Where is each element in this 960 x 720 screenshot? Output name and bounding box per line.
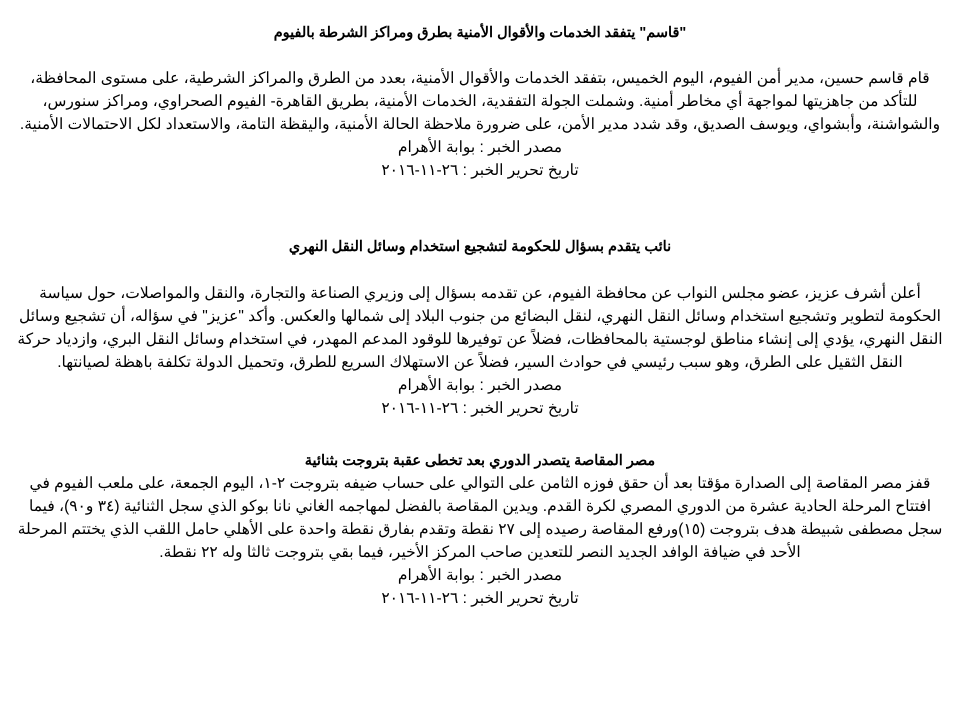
news-article bbox=[12, 450, 948, 610]
article-date: تاريخ تحرير الخبر : ٢٦-١١-٢٠١٦ bbox=[381, 400, 579, 417]
article-date: تاريخ تحرير الخبر : ٢٦-١١-٢٠١٦ bbox=[381, 590, 579, 607]
article-headline: نائب يتقدم بسؤال للحكومة لتشجيع استخدام وسائل النقل النهري bbox=[288, 239, 672, 255]
news-article bbox=[12, 22, 948, 182]
article-source: مصدر الخبر : بوابة الأهرام bbox=[397, 377, 563, 394]
article-source: مصدر الخبر : بوابة الأهرام bbox=[397, 567, 563, 584]
article-headline: مصر المقاصة يتصدر الدوري بعد تخطى عقبة بتروجت بثنائية bbox=[304, 453, 656, 469]
article-source: مصدر الخبر : بوابة الأهرام bbox=[397, 139, 563, 156]
article-body: قفز مصر المقاصة إلى الصدارة مؤقتا بعد أن حقق فوزه الثامن على التوالي على حساب ضيفه بتروجت ٢-١، اليوم الجمعة، على ملعب الفيوم في افتتاح المرحلة الحادية عشرة من الدوري المصري لكرة القدم. ويدين المقاصة بالفضل لمهاجمه الغاني نانا بوكو الذي سجل الثنائية (٣٤ و٩٠)، فيما سجل مصطفى شبيطة هدف بتروجت (١٥)ورفع المقاصة رصيده إلى ٢٧ نقطة وتقدم بفارق نقطة واحدة على الأهلي حامل اللقب الذي يختتم المرحلة الأحد في ضيافة الوافد الجديد النصر للتعدين صاحب المركز الأخير، فيما بقي بتروجت ثالثا وله ٢٢ نقطة. bbox=[17, 475, 943, 561]
news-article bbox=[12, 236, 948, 420]
article-headline: "قاسم" يتفقد الخدمات والأقوال الأمنية بطرق ومراكز الشرطة بالفيوم bbox=[273, 25, 687, 41]
article-date: تاريخ تحرير الخبر : ٢٦-١١-٢٠١٦ bbox=[381, 162, 579, 179]
article-body: قام قاسم حسين، مدير أمن الفيوم، اليوم الخميس، بتفقد الخدمات والأقوال الأمنية، بعدد من الطرق والمراكز الشرطية، على مستوى المحافظة، للتأكد من جاهزيتها لمواجهة أي مخاطر أمنية. وشملت الجولة التفقدية، الخدمات الأمنية، بطريق القاهرة- الفيوم الصحراوي، ومراكز سنورس، والشواشنة، وأبشواي، ويوسف الصديق، وقد شدد مدير الأمن، على ضرورة ملاحظة الحالة الأمنية، واليقظة التامة، والاستعداد لكل الاحتمالات الأمنية. bbox=[19, 70, 941, 133]
article-body: أعلن أشرف عزيز، عضو مجلس النواب عن محافظة الفيوم، عن تقدمه بسؤال إلى وزيري الصناعة والتجارة، والنقل والمواصلات، حول سياسة الحكومة لتطوير وتشجيع استخدام وسائل النقل النهري، لنقل البضائع من جنوب البلاد إلى شمالها والعكس. وأكد "عزيز" في سؤاله، أن تشجيع وسائل النقل النهري، يؤدي إلى إنشاء مناطق لوجستية بالمحافظات، فضلاً عن توفيرها للوقود المدعم المهدر، في استخدام وسائل النقل البري، وازدياد حركة النقل الثقيل على الطرق، وهو سبب رئيسي في حوادث السير، فضلاً عن الاستهلاك السريع للطرق، وتحميل الدولة تكلفة باهظة لصيانتها. bbox=[17, 285, 943, 371]
